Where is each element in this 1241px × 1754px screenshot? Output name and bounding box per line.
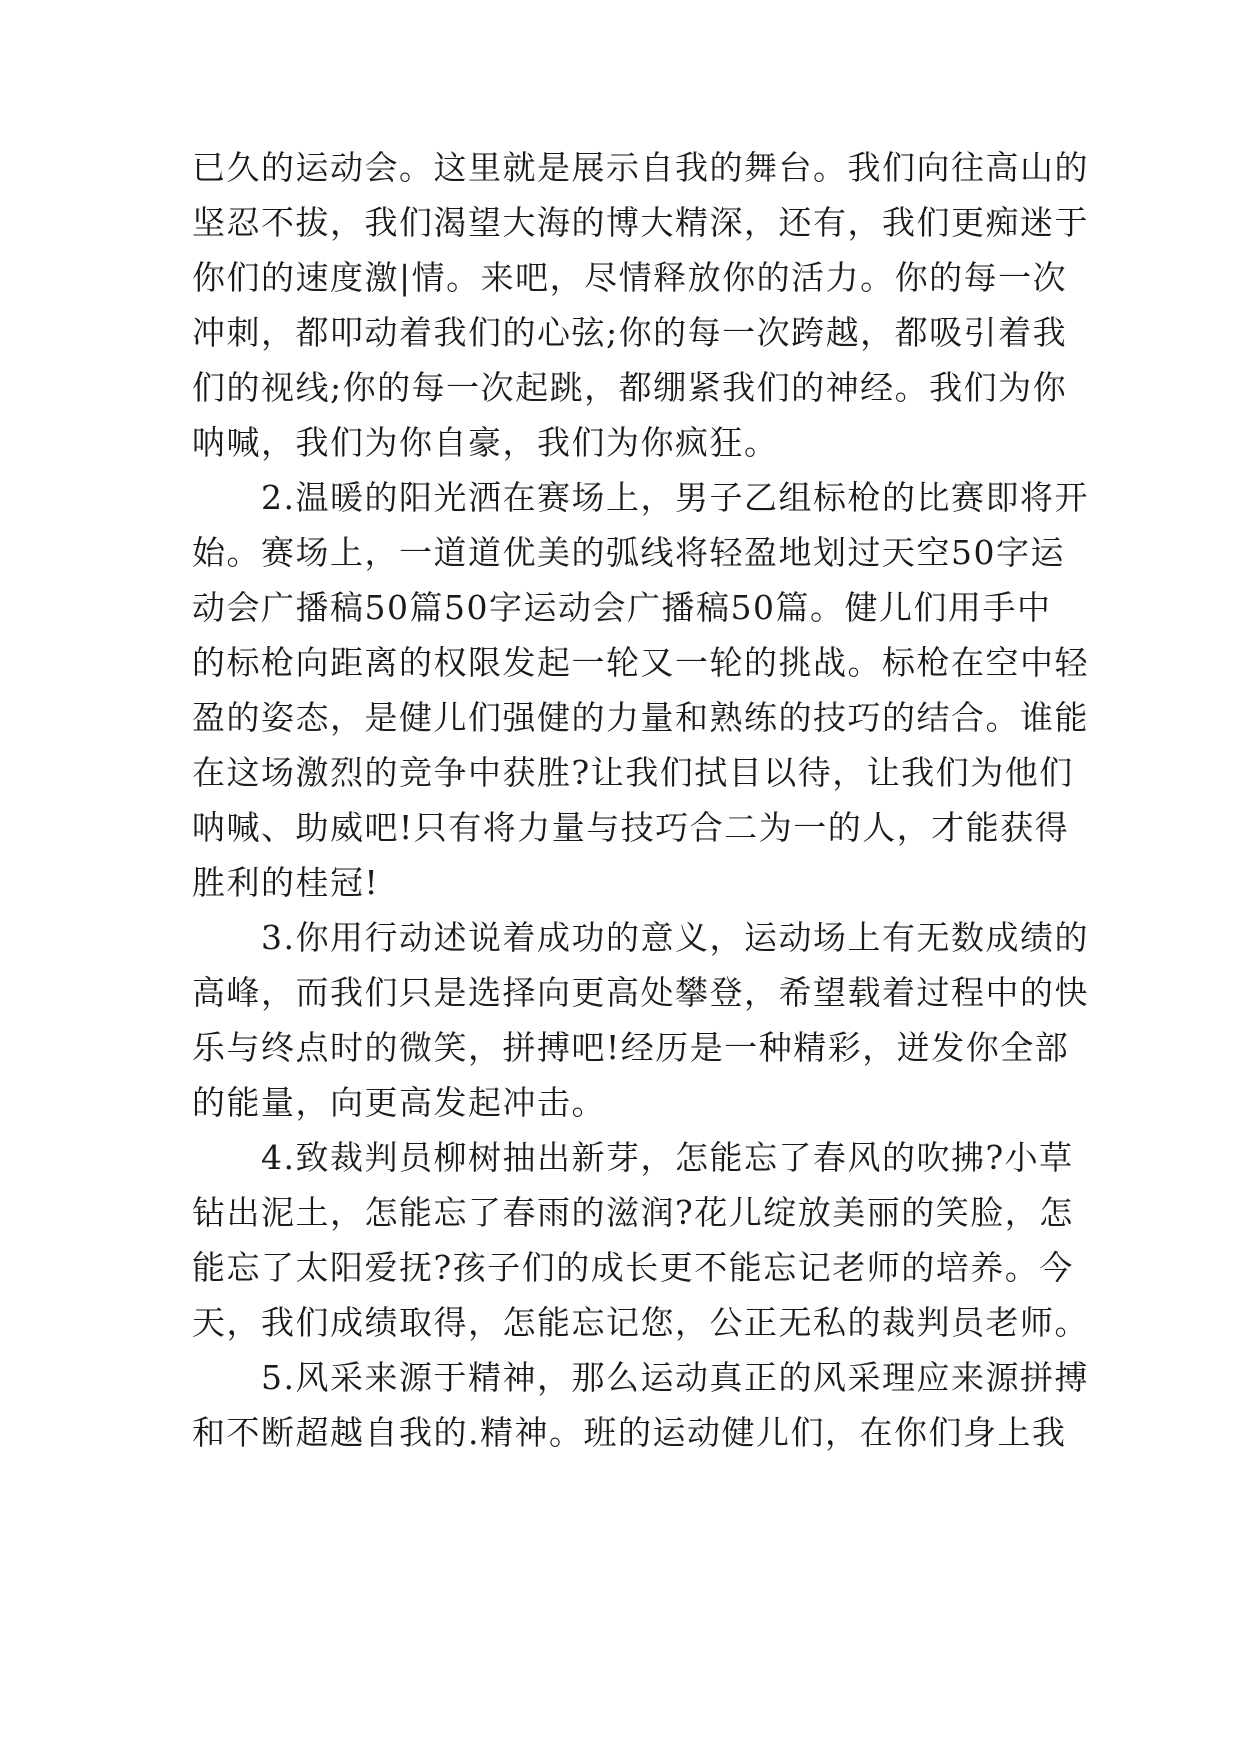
- text-line: 始。赛场上，一道道优美的弧线将轻盈地划过天空50字运: [192, 533, 1065, 572]
- paragraph-4-start: 4.致裁判员柳树抽出新芽，怎能忘了春风的吹拂?小草: [192, 1138, 1074, 1177]
- text-line: 呐喊、助威吧!只有将力量与技巧合二为一的人，才能获得: [192, 808, 1070, 847]
- paragraph-5-start: 5.风采来源于精神，那么运动真正的风采理应来源拼搏: [192, 1358, 1089, 1397]
- paragraph-2-start: 2.温暖的阳光洒在赛场上，男子乙组标枪的比赛即将开: [192, 478, 1089, 517]
- text-line: 钻出泥土，怎能忘了春雨的滋润?花儿绽放美丽的笑脸，怎: [192, 1193, 1074, 1232]
- text-line: 盈的姿态，是健儿们强健的力量和熟练的技巧的结合。谁能: [192, 698, 1089, 737]
- text-line: 动会广播稿50篇50字运动会广播稿50篇。健儿们用手中: [192, 588, 1052, 627]
- text-line: 坚忍不拔，我们渴望大海的博大精深，还有，我们更痴迷于: [192, 203, 1089, 242]
- text-line: 的标枪向距离的权限发起一轮又一轮的挑战。标枪在空中轻: [192, 643, 1089, 682]
- text-line: 胜利的桂冠!: [192, 863, 380, 902]
- text-line: 在这场激烈的竞争中获胜?让我们拭目以待，让我们为他们: [192, 753, 1074, 792]
- text-line: 能忘了太阳爱抚?孩子们的成长更不能忘记老师的培养。今: [192, 1248, 1074, 1287]
- text-line: 和不断超越自我的.精神。班的运动健儿们，在你们身上我: [192, 1413, 1067, 1452]
- text-line: 乐与终点时的微笑，拼搏吧!经历是一种精彩，迸发你全部: [192, 1028, 1070, 1067]
- text-line: 的能量，向更高发起冲击。: [192, 1083, 606, 1122]
- text-line: 你们的速度激|情。来吧，尽情释放你的活力。你的每一次: [192, 258, 1068, 297]
- text-line: 高峰，而我们只是选择向更高处攀登，希望载着过程中的快: [192, 973, 1089, 1012]
- text-line: 呐喊，我们为你自豪，我们为你疯狂。: [192, 423, 779, 462]
- text-line: 冲刺，都叩动着我们的心弦;你的每一次跨越，都吸引着我: [192, 313, 1068, 352]
- text-line: 天，我们成绩取得，怎能忘记您，公正无私的裁判员老师。: [192, 1303, 1089, 1342]
- text-line: 已久的运动会。这里就是展示自我的舞台。我们向往高山的: [192, 148, 1089, 187]
- text-line: 们的视线;你的每一次起跳，都绷紧我们的神经。我们为你: [192, 368, 1068, 407]
- paragraph-3-start: 3.你用行动述说着成功的意义，运动场上有无数成绩的: [192, 918, 1089, 957]
